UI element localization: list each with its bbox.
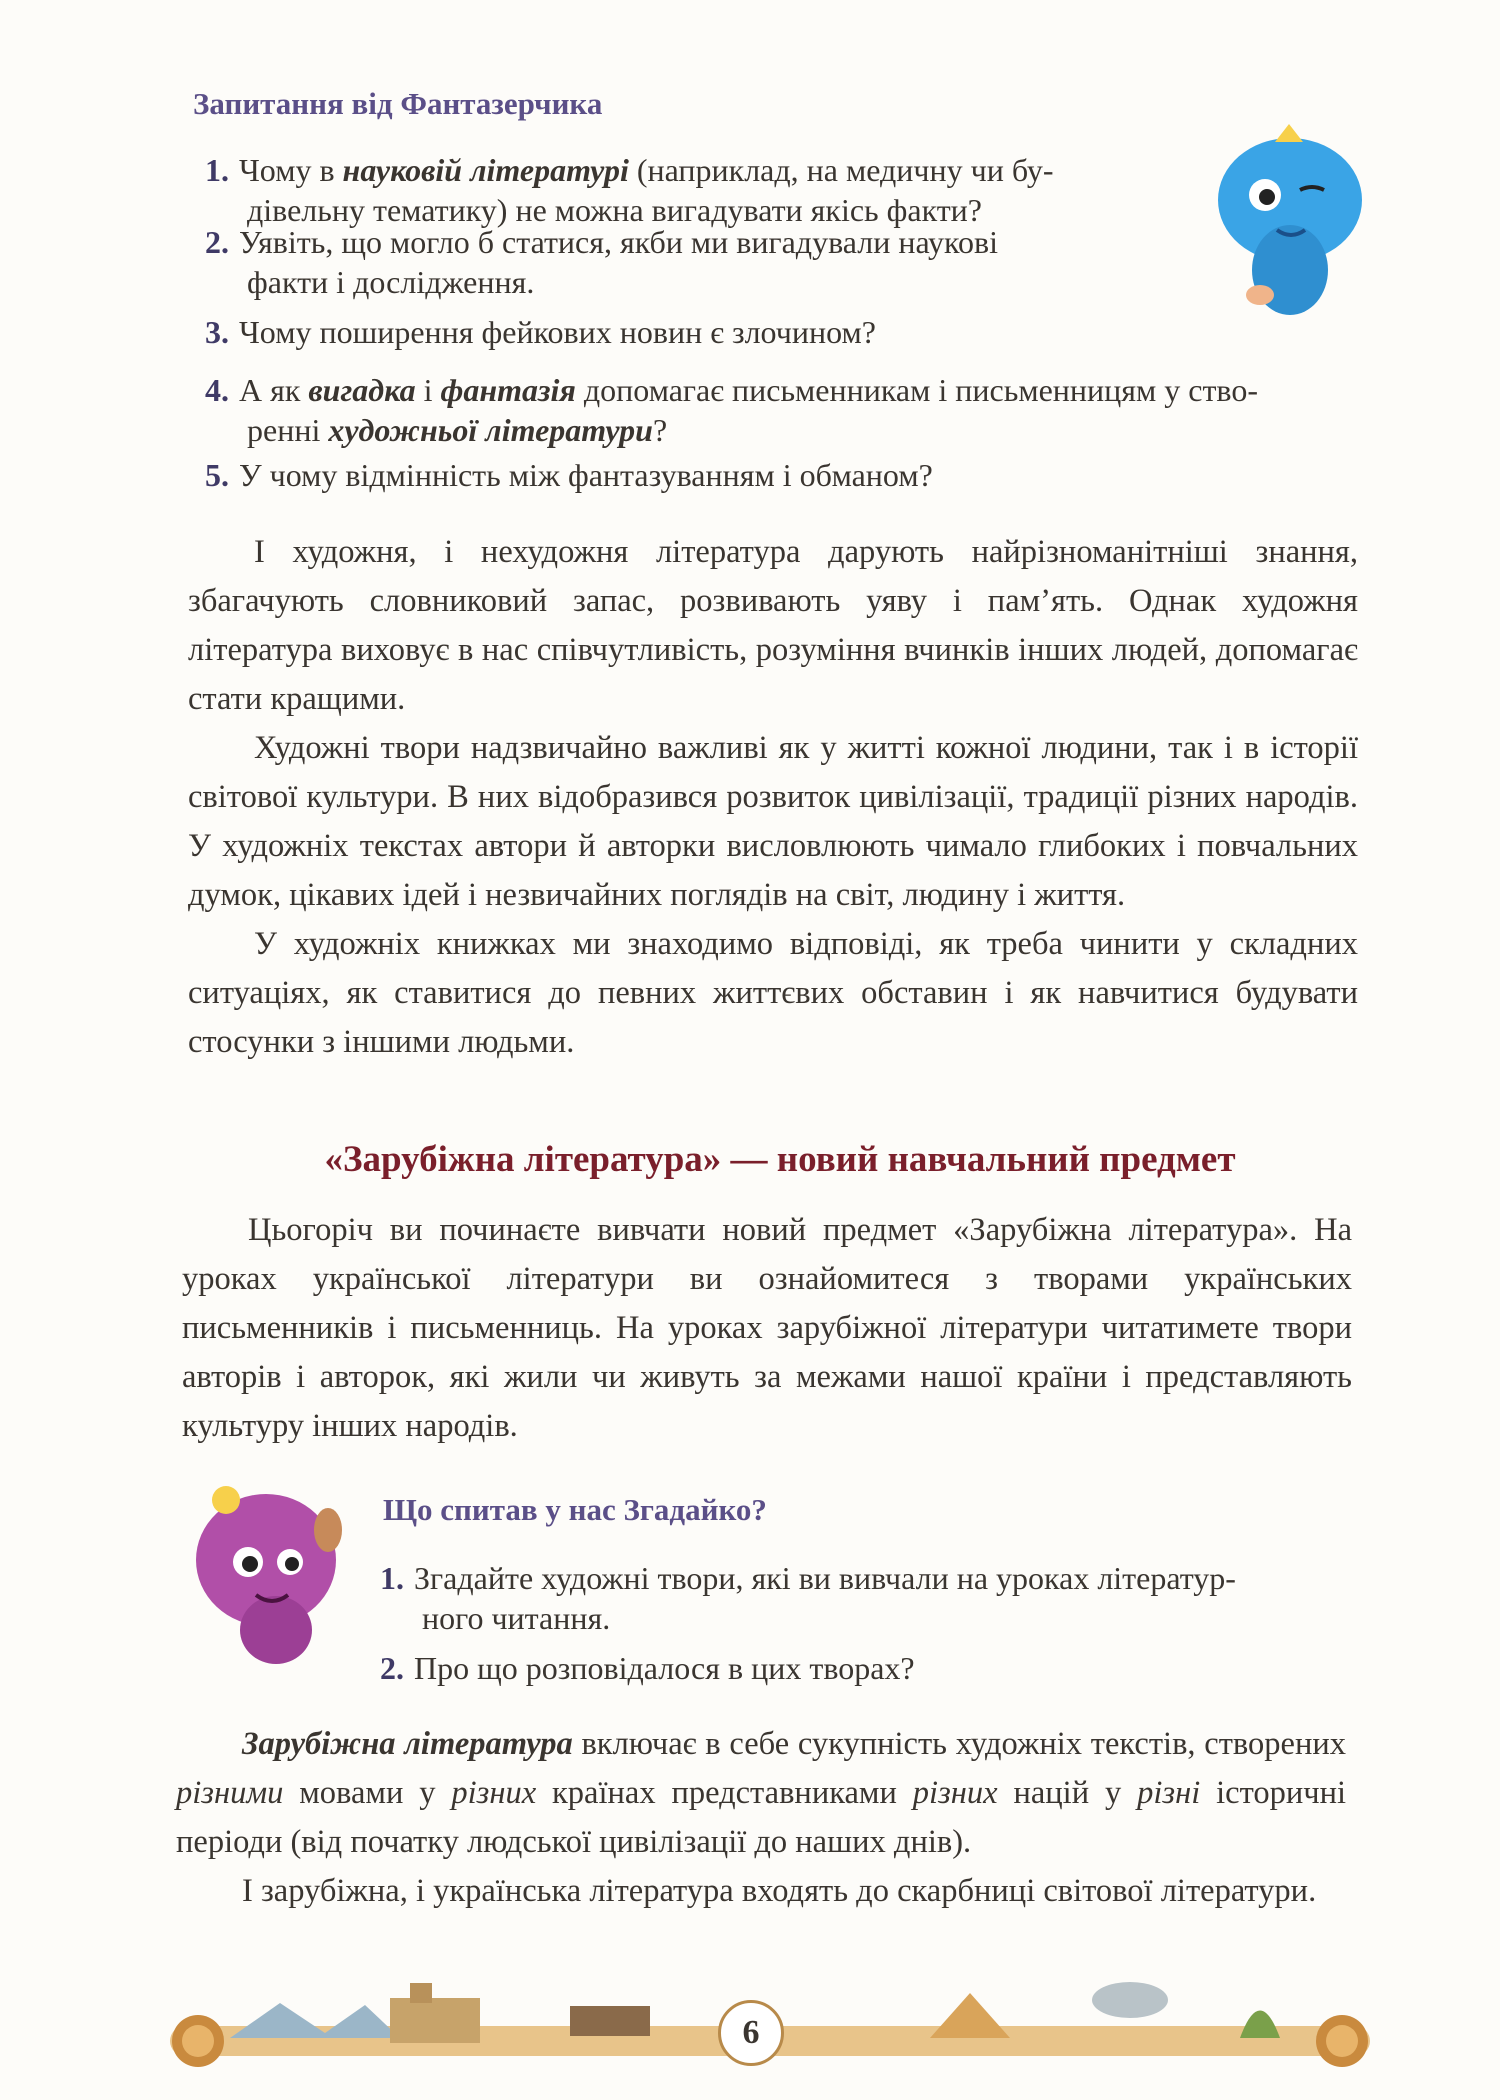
fantazerchyk-question-3: 3. Чому поширення фейкових новин є злочином? — [205, 314, 876, 350]
zgadaiko-box-title: Що спитав у нас Згадайко? — [383, 1492, 767, 1527]
fantazerchyk-mascot-illustration — [1205, 120, 1375, 320]
new-subject-text-block — [182, 1206, 1352, 1451]
section-heading: «Зарубіжна література» — новий навчальний предмет — [324, 1139, 1236, 1180]
zgadaiko-question-1: 1. Згадайте художні твори, які ви вивчали на уроках літератур- ного читання. — [380, 1560, 1236, 1636]
paragraph: Цьогоріч ви починаєте вивчати новий предмет «Зарубіжна література». На уроках української літератури ви ознайомитеся з творами українських письменників і письменниць. На уроках зарубіжної літератури читатимете твори авторів і авторок, які жили чи живуть за межами нашої країни і представляють культуру інших народів. — [182, 1212, 1352, 1444]
intro-text-block — [188, 528, 1358, 1067]
fantazerchyk-question-1: 1. Чому в науковій літературі (наприклад, на медичну чи бу- дівельну тематику) не можна вигадувати якісь факти? — [205, 152, 1054, 228]
fantazerchyk-question-2: 2. Уявіть, що могло б статися, якби ми вигадували наукові факти і дослідження. — [205, 224, 998, 300]
paragraph: Художні твори надзвичайно важливі як у житті кожної людини, так і в історії світової культури. В них відобразився розвиток цивілізації, традиції різних народів. У художніх текстах автори й авторки висловлюють чимало глибоких і повчальних думок, цікавих ідей і незвичайних поглядів на світ, людину і життя. — [188, 730, 1358, 913]
fantazerchyk-box-title: Запитання від Фантазерчика — [193, 86, 603, 121]
page-number: 6 — [718, 2000, 784, 2066]
paragraph: Зарубіжна література включає в себе сукупність художніх текстів, створених різними мовами у різних країнах представниками різних націй у різні історичні періоди (від початку людської цивілізації до наших днів). — [176, 1726, 1347, 1860]
paragraph: І зарубіжна, і українська література входять до скарбниці світової літератури. — [242, 1873, 1317, 1909]
paragraph: У художніх книжках ми знаходимо відповіді, як треба чинити у складних ситуаціях, як ставитися до певних життєвих обставин і як навчитися будувати стосунки з іншими людьми. — [188, 926, 1358, 1060]
fantazerchyk-question-5: 5. У чому відмінність між фантазуванням і обманом? — [205, 457, 933, 493]
zgadaiko-question-2: 2. Про що розповідалося в цих творах? — [380, 1650, 915, 1686]
zgadaiko-mascot-illustration — [178, 1470, 353, 1670]
foreign-literature-text-block — [176, 1720, 1346, 1916]
fantazerchyk-question-4: 4. А як вигадка і фантазія допомагає письменникам і письменницям у ство- ренні художньої літератури? — [205, 372, 1258, 448]
paragraph: І художня, і нехудожня література дарують найрізноманітніші знання, збагачують словниковий запас, розвивають уяву і пам’ять. Однак художня література виховує в нас співчутливість, розуміння вчинків інших людей, допомагає стати кращими. — [188, 534, 1358, 717]
